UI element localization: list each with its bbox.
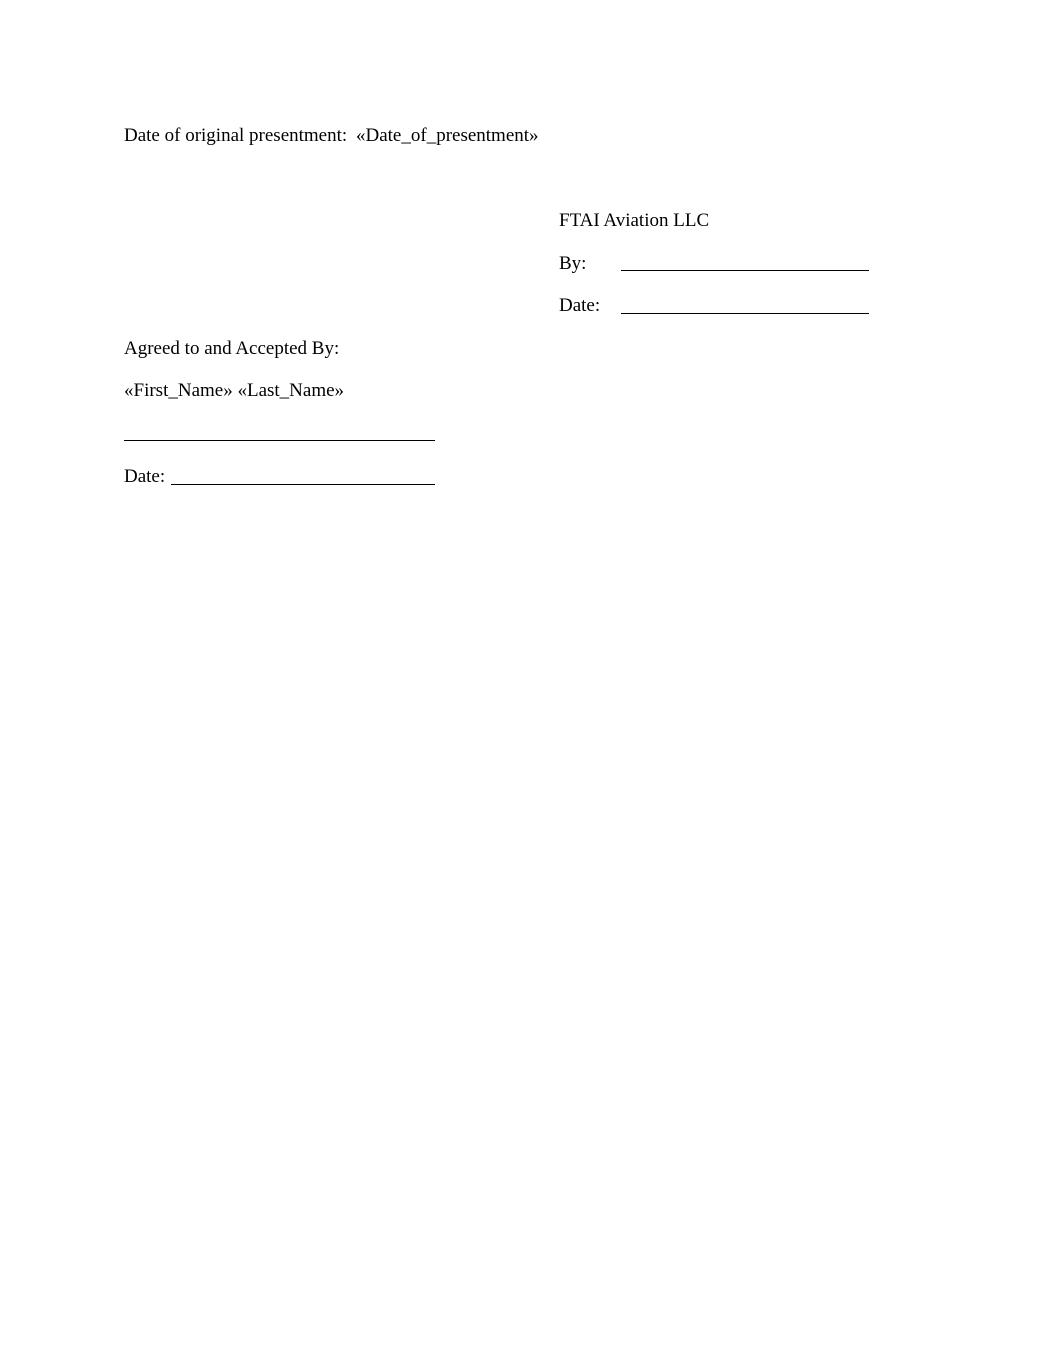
signer-date-label: Date: xyxy=(124,466,166,487)
company-date-line xyxy=(621,313,869,314)
company-signature-line xyxy=(621,270,869,271)
presentment-label: Date of original presentment: xyxy=(124,125,348,146)
company-name: FTAI Aviation LLC xyxy=(559,210,710,231)
company-date-label: Date: xyxy=(559,295,601,316)
signer-signature-line xyxy=(124,440,435,441)
company-by-label: By: xyxy=(559,253,587,274)
presentment-merge-field: «Date_of_presentment» xyxy=(356,125,539,146)
acceptance-heading: Agreed to and Accepted By: xyxy=(124,338,340,359)
signer-name-merge-fields: «First_Name» «Last_Name» xyxy=(124,380,345,401)
signer-date-line xyxy=(171,484,435,485)
